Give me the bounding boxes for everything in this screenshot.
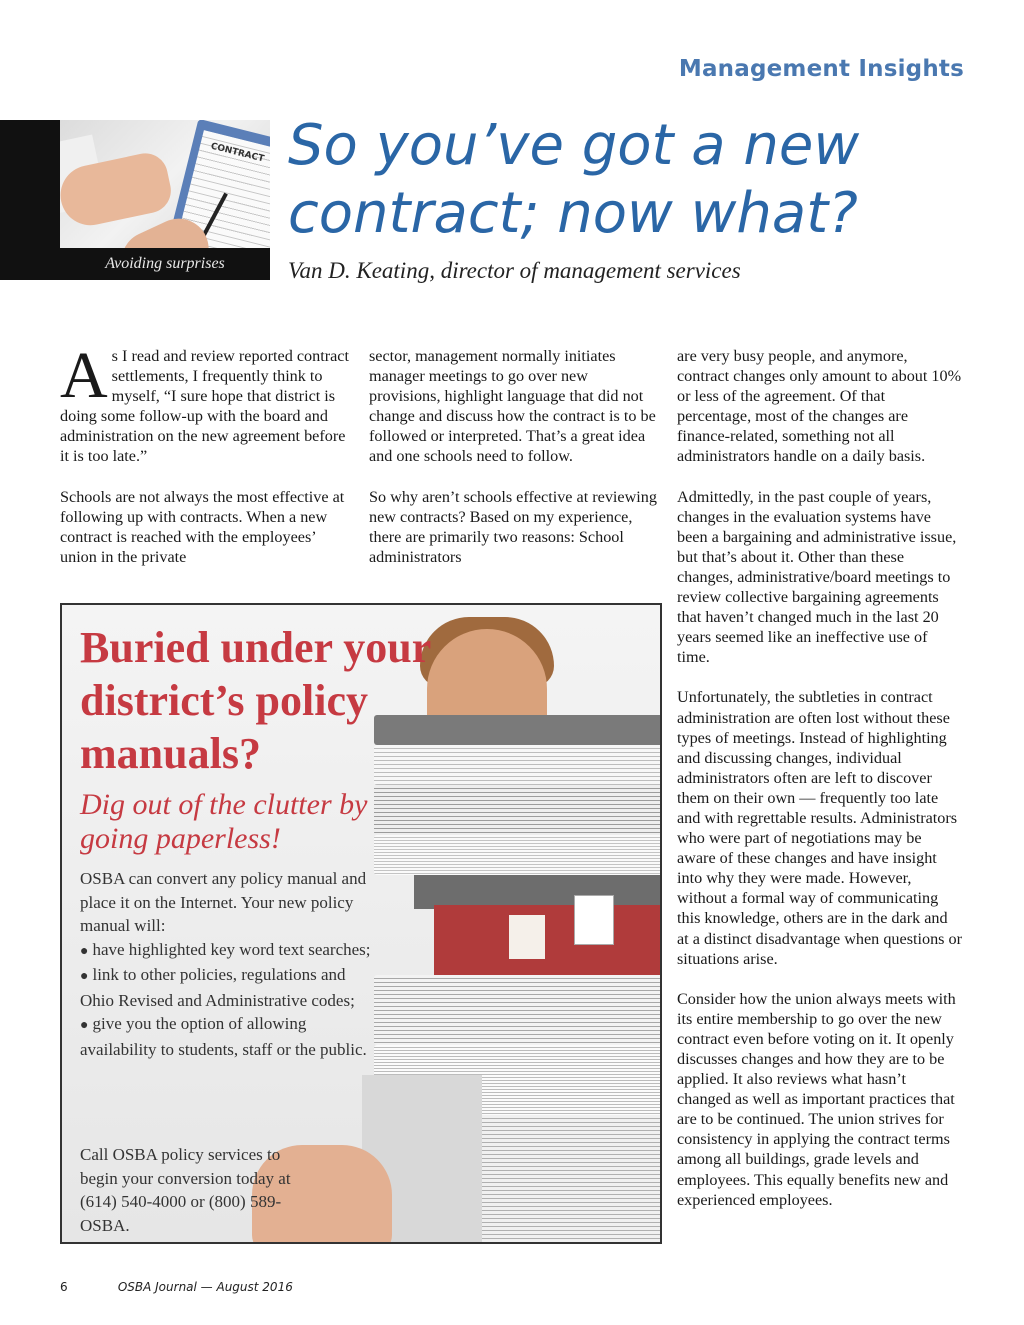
article-column-1 (60, 339, 350, 587)
drop-cap: A (60, 339, 108, 412)
paragraph-text: s I read and review reported contract settlements, I frequently think to myself, “I sure hope that district is doing some follow-up with the board and administration on the new agreement before it is too late.” (60, 347, 349, 466)
advertisement-box (60, 603, 662, 1244)
ad-bullet-text: link to other policies, regulations and Ohio Revised and Administrative codes; (80, 965, 355, 1010)
paragraph: Admittedly, in the past couple of years, changes in the evaluation systems have been a bargaining and administrative issue, but that’s about it. Other than these changes, administrative/board meetings to review collective bargaining agreements that haven’t changed much in the last 20 years seemed like an ineffective use of time. (677, 487, 957, 667)
page-number: 6 (60, 1280, 68, 1294)
paragraph: Unfortunately, the subtleties in contract administration are often lost without these types of meetings. Instead of highlighting and discussing changes, individual administrators often are left to discover them on their own — frequently too late and with regrettable results. Administrators who were part of negotiations may be aware of these changes and have insight into why they were made. However, without a formal way of communicating this knowledge, others are in the dark and at a distinct disadvantage when questions or situations arise. (677, 688, 963, 968)
ad-subtitle: Dig out of the clutter by going paperless! (80, 788, 368, 855)
ad-title: Buried under your district’s policy manuals? (80, 623, 431, 778)
page-footer (60, 1280, 293, 1294)
contract-photo (60, 120, 270, 280)
ad-bullet (80, 938, 380, 964)
paragraph: Schools are not always the most effective at following up with contracts. When a new contract is reached with the employees’ union in the private (60, 487, 345, 566)
article-byline: Van D. Keating, director of management services (288, 258, 741, 283)
paragraph: Consider how the union always meets with its entire membership to go over the new contract even before voting on it. It openly discusses changes and how they are to be applied. It also reviews what hasn’t changed as well as important practices that are to be continued. The union strives for consistency in applying the contract terms among all buildings, grade levels and employees. This equally benefits new and experienced employees. (677, 989, 956, 1209)
ad-call-to-action: Call OSBA policy services to begin your conversion today at (614) 540-4000 or (800) 589-OSBA. (80, 1145, 291, 1235)
binder-label-image (509, 915, 545, 959)
stack-sheet (374, 975, 662, 1045)
stack-sheet (374, 835, 662, 875)
ad-intro: OSBA can convert any policy manual and place it on the Internet. Your new policy manual will: (80, 869, 367, 935)
paragraph (60, 339, 350, 467)
article-title: So you’ve got a new contract; now what? (288, 113, 860, 246)
ad-bullet-text: give you the option of allowing availability to students, staff or the public. (80, 1014, 367, 1059)
article-column-2 (369, 346, 659, 587)
grey-binder-image (414, 875, 662, 909)
paragraph: are very busy people, and anymore, contract changes only amount to about 10% or less of the agreement. Of that percentage, most of the changes are finance-related, something not all administrators handle on a daily basis. (677, 347, 962, 466)
ad-body (80, 867, 380, 1061)
section-label: Management Insights (678, 56, 964, 82)
photo-caption: Avoiding surprises (60, 248, 270, 280)
ad-bullet-text: have highlighted key word text searches; (92, 939, 371, 959)
article-column-3 (677, 346, 962, 1230)
paragraph: sector, management normally initiates manager meetings to go over new provisions, highlight language that did not change and discuss how the contract is to be followed or interpreted. That’s a great idea and one schools need to follow. (369, 347, 656, 466)
red-binder-image (434, 905, 662, 975)
paragraph: So why aren’t schools effective at reviewing new contracts? Based on my experience, there are primarily two reasons: School administrators (369, 487, 657, 566)
binder-card-image (574, 895, 614, 945)
publication-info: OSBA Journal — August 2016 (117, 1280, 293, 1294)
stack-sheet (374, 785, 662, 835)
ad-bullet (80, 963, 380, 1012)
contract-paper-heading: CONTRACT (209, 141, 265, 165)
black-side-tab (0, 120, 60, 280)
ad-bullet (80, 1012, 380, 1061)
